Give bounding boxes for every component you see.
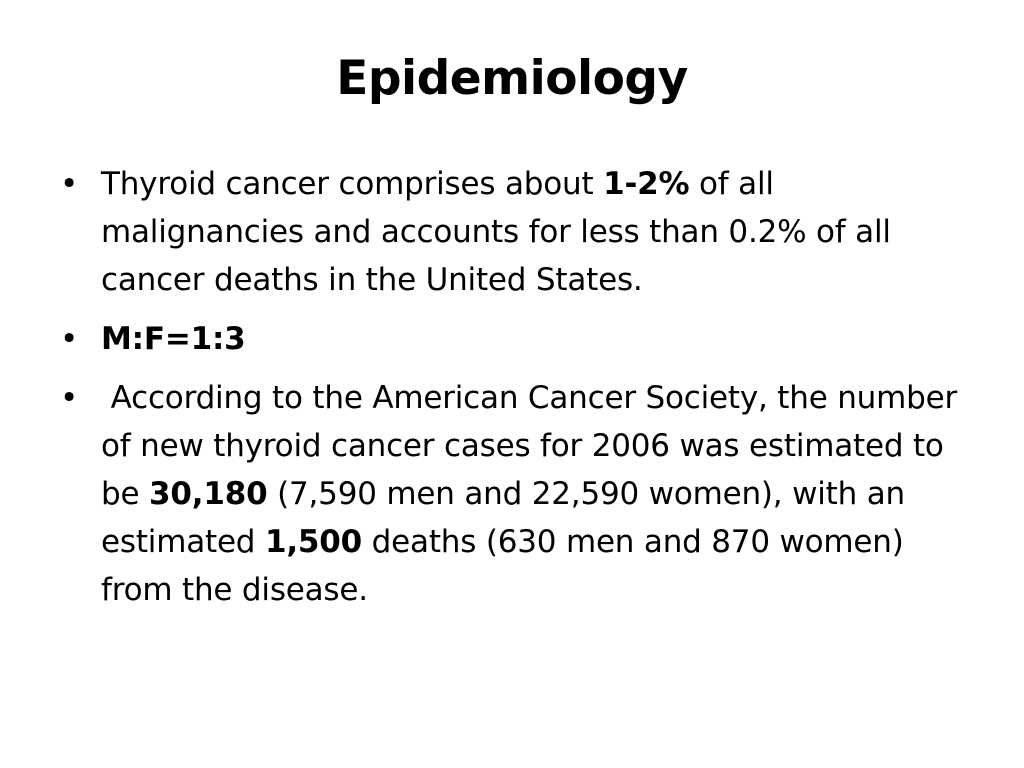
bullet-text-run: (7,590 men and 22,590 women), with an estimated <box>101 476 905 560</box>
bullet-text-run: deaths (630 men and 870 women) from the disease. <box>101 524 904 608</box>
slide-title: Epidemiology <box>336 51 688 106</box>
bullet-text-bold: M:F=1:3 <box>101 321 246 357</box>
bullet-item-acs-estimates <box>60 374 967 614</box>
bullet-text-run: of all malignancies and accounts for less than 0.2% of all cancer deaths in the United States. <box>101 166 891 298</box>
bullet-text-bold: 30,180 <box>149 476 268 512</box>
bullet-text-run: According to the American Cancer Society, the number of new thyroid cancer cases for 2006 was estimated to be <box>101 380 967 512</box>
bullet-item-thyroid-share <box>60 160 960 304</box>
bullet-marker: • <box>60 166 79 202</box>
bullet-marker: • <box>60 321 79 357</box>
bullet-marker: • <box>60 380 79 416</box>
bullet-text-run: Thyroid cancer comprises about <box>101 166 604 202</box>
bullet-item-sex-ratio <box>60 315 960 363</box>
bullet-list <box>60 160 967 625</box>
bullet-text-bold: 1,500 <box>264 524 363 560</box>
bullet-text-bold: 1-2% <box>603 166 690 202</box>
